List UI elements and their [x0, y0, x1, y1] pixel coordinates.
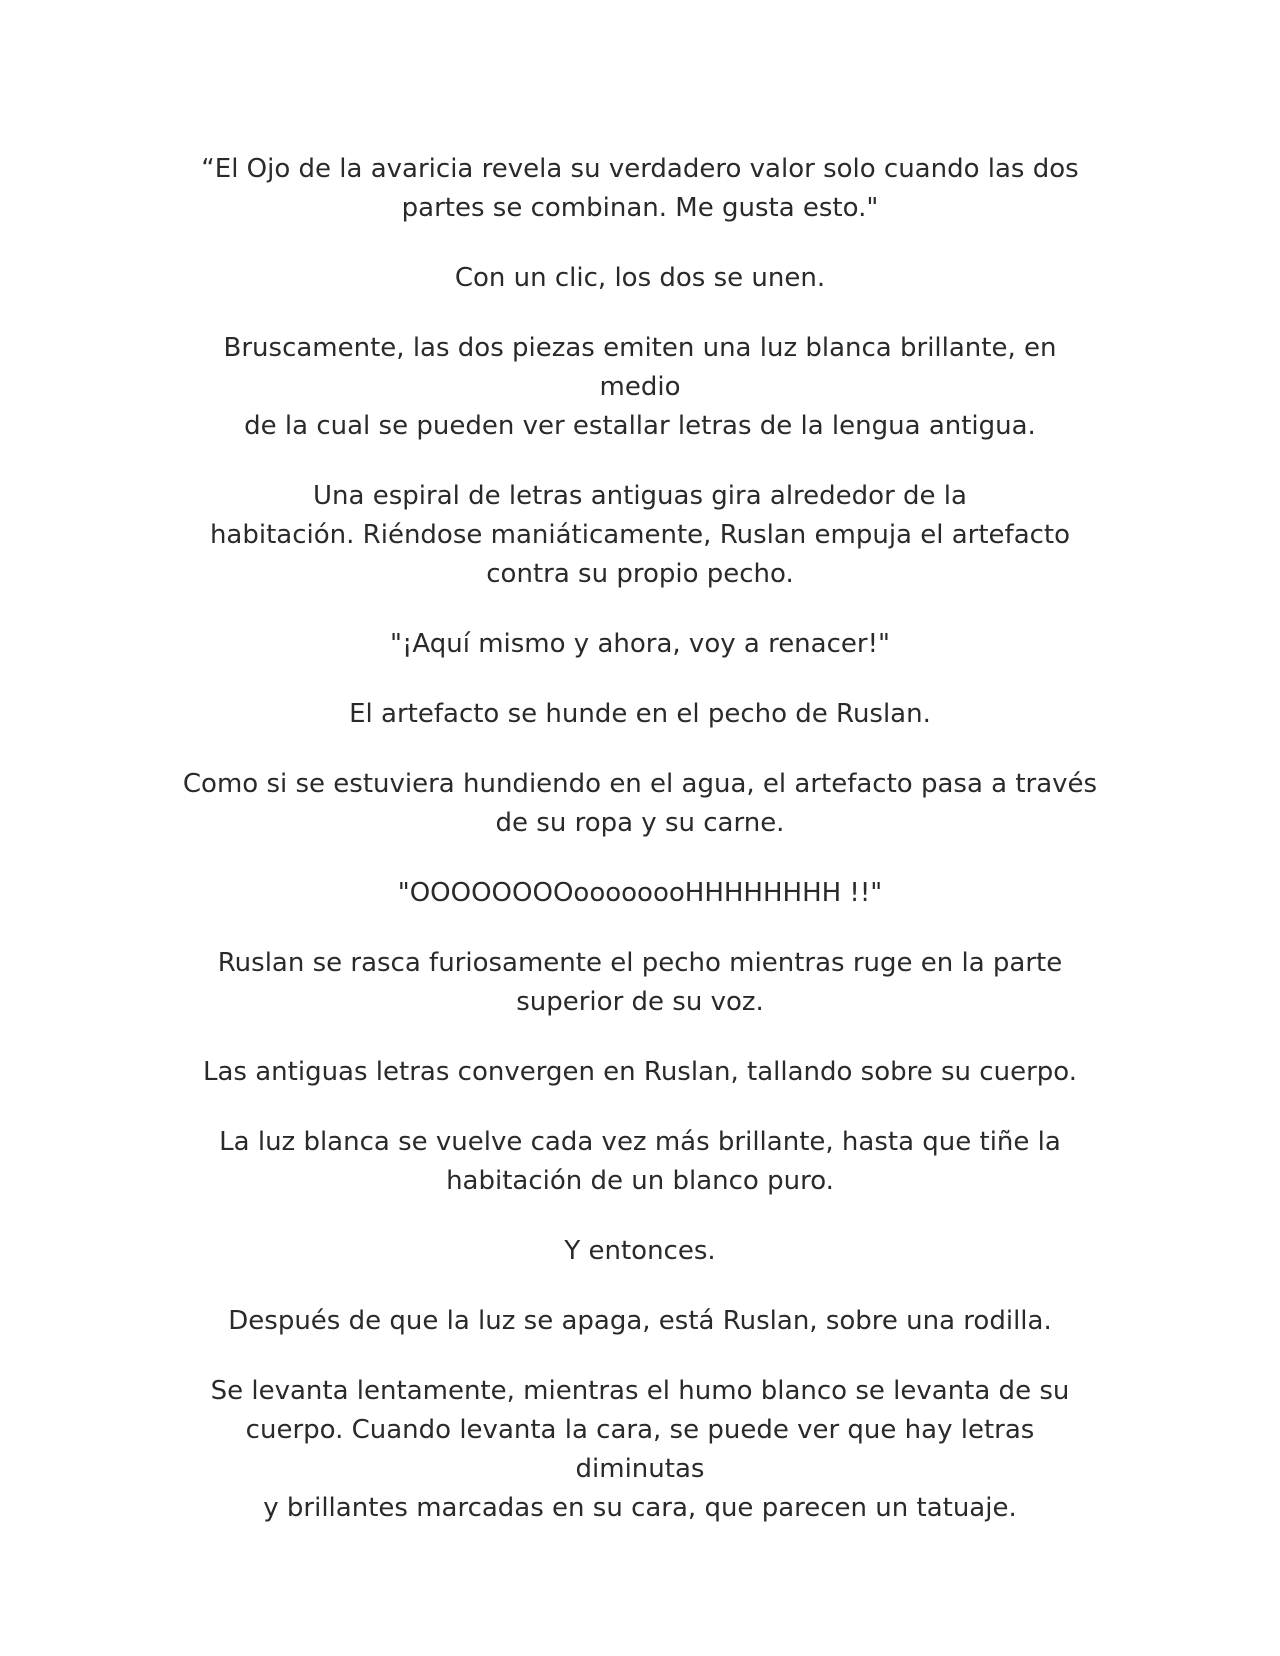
paragraph: "OOOOOOOOoooooooHHHHHHHH !!": [397, 878, 883, 908]
paragraph: "¡Aquí mismo y ahora, voy a renacer!": [390, 629, 890, 659]
paragraph: Bruscamente, las dos piezas emiten una luz blanca brillante, en medio de la cual se pueden ver estallar letras de la lengua antigua.: [223, 333, 1057, 441]
paragraph: Una espiral de letras antiguas gira alrededor de la habitación. Riéndose maniáticamente, Ruslan empuja el artefacto contra su propio pecho.: [209, 481, 1071, 589]
paragraph: Se levanta lentamente, mientras el humo blanco se levanta de su cuerpo. Cuando levanta la cara, se puede ver que hay letras diminutas y brillantes marcadas en su cara, que parecen un tatuaje.: [210, 1376, 1070, 1523]
paragraph: Con un clic, los dos se unen.: [454, 263, 826, 293]
paragraph: Después de que la luz se apaga, está Ruslan, sobre una rodilla.: [228, 1306, 1052, 1336]
paragraph: Las antiguas letras convergen en Ruslan, tallando sobre su cuerpo.: [203, 1057, 1077, 1087]
paragraph: El artefacto se hunde en el pecho de Ruslan.: [349, 699, 931, 729]
document-page: [180, 150, 1100, 1559]
paragraph: La luz blanca se vuelve cada vez más brillante, hasta que tiñe la habitación de un blanco puro.: [219, 1127, 1061, 1196]
paragraph: Como si se estuviera hundiendo en el agua, el artefacto pasa a través de su ropa y su carne.: [182, 769, 1098, 838]
paragraph: Y entonces.: [564, 1236, 716, 1266]
paragraph: Ruslan se rasca furiosamente el pecho mientras ruge en la parte superior de su voz.: [217, 948, 1063, 1017]
paragraph: “El Ojo de la avaricia revela su verdadero valor solo cuando las dos partes se combinan. Me gusta esto.": [201, 154, 1079, 223]
